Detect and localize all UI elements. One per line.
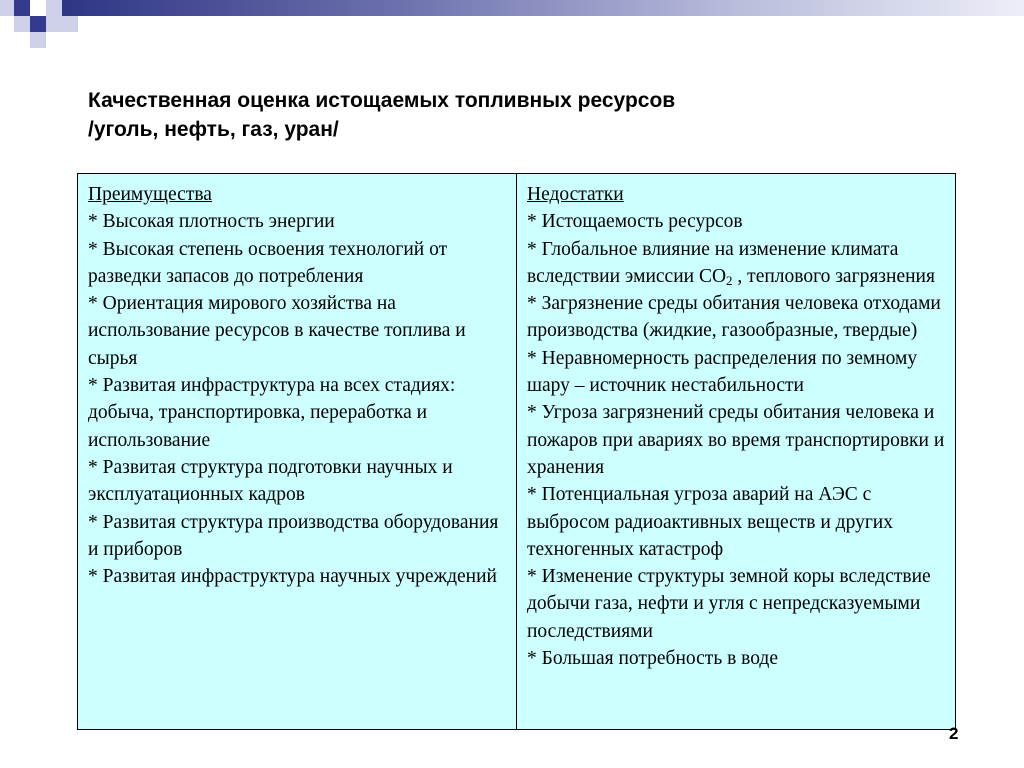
advantage-item: * Развитая инфраструктура на всех стадиях: добыча, транспортировка, переработка и использование <box>88 375 456 451</box>
disadvantage-item: * Потенциальная угроза аварий на АЭС с выбросом радиоактивных веществ и других техногенных катастроф <box>527 484 893 560</box>
advantages-heading: Преимущества <box>88 184 212 205</box>
disadvantage-text: , теплового загрязнения <box>732 265 935 287</box>
advantage-item: * Развитая структура производства оборудования и приборов <box>88 511 499 560</box>
disadvantage-item: * Неравномерность распределения по земному шару – источник нестабильности <box>527 347 918 397</box>
comparison-table <box>77 173 956 730</box>
decor-square <box>30 16 46 32</box>
advantage-item: * Высокая плотность энергии <box>88 211 335 233</box>
disadvantage-text: * Глобальное влияние на изменение климата вследствии эмиссии СО <box>527 238 899 287</box>
advantage-item: * Развитая инфраструктура научных учреждений <box>88 566 497 588</box>
disadvantage-item: * Загрязнение среды обитания человека отходами производства (жидкие, газообразные, твердые) <box>527 293 941 342</box>
advantage-item: * Высокая степень освоения технологий от разведки запасов до потребления <box>88 238 448 287</box>
decor-square <box>14 0 30 16</box>
slide-title-line-1: Качественная оценка истощаемых топливных ресурсов <box>88 89 676 112</box>
disadvantage-item <box>527 236 947 291</box>
decor-square <box>46 16 62 32</box>
decor-square <box>46 0 62 16</box>
decor-square <box>14 16 30 32</box>
page-number: 2 <box>949 724 959 743</box>
decor-square <box>62 16 78 32</box>
subscript-2: 2 <box>726 272 733 288</box>
disadvantage-item: * Изменение структуры земной коры вследствие добычи газа, нефти и угля с непредсказуемыми последствиями <box>527 566 931 642</box>
disadvantage-item: * Угроза загрязнений среды обитания человека и пожаров при авариях во время транспортировки и хранения <box>527 402 945 478</box>
disadvantage-item: * Истощаемость ресурсов <box>527 211 743 233</box>
advantages-column <box>78 174 517 729</box>
slide-title <box>88 86 675 144</box>
disadvantages-column <box>517 174 955 729</box>
slide-title-line-2: /уголь, нефть, газ, уран/ <box>88 118 339 141</box>
advantage-item: * Ориентация мирового хозяйства на использование ресурсов в качестве топлива и сырья <box>88 293 466 369</box>
advantage-item: * Развитая структура подготовки научных и эксплуатационных кадров <box>88 456 453 506</box>
decor-square <box>0 0 14 16</box>
decor-square <box>30 32 46 48</box>
header-gradient-bar <box>62 0 1024 16</box>
disadvantages-heading: Недостатки <box>527 184 624 205</box>
disadvantage-item: * Большая потребность в воде <box>527 648 779 670</box>
